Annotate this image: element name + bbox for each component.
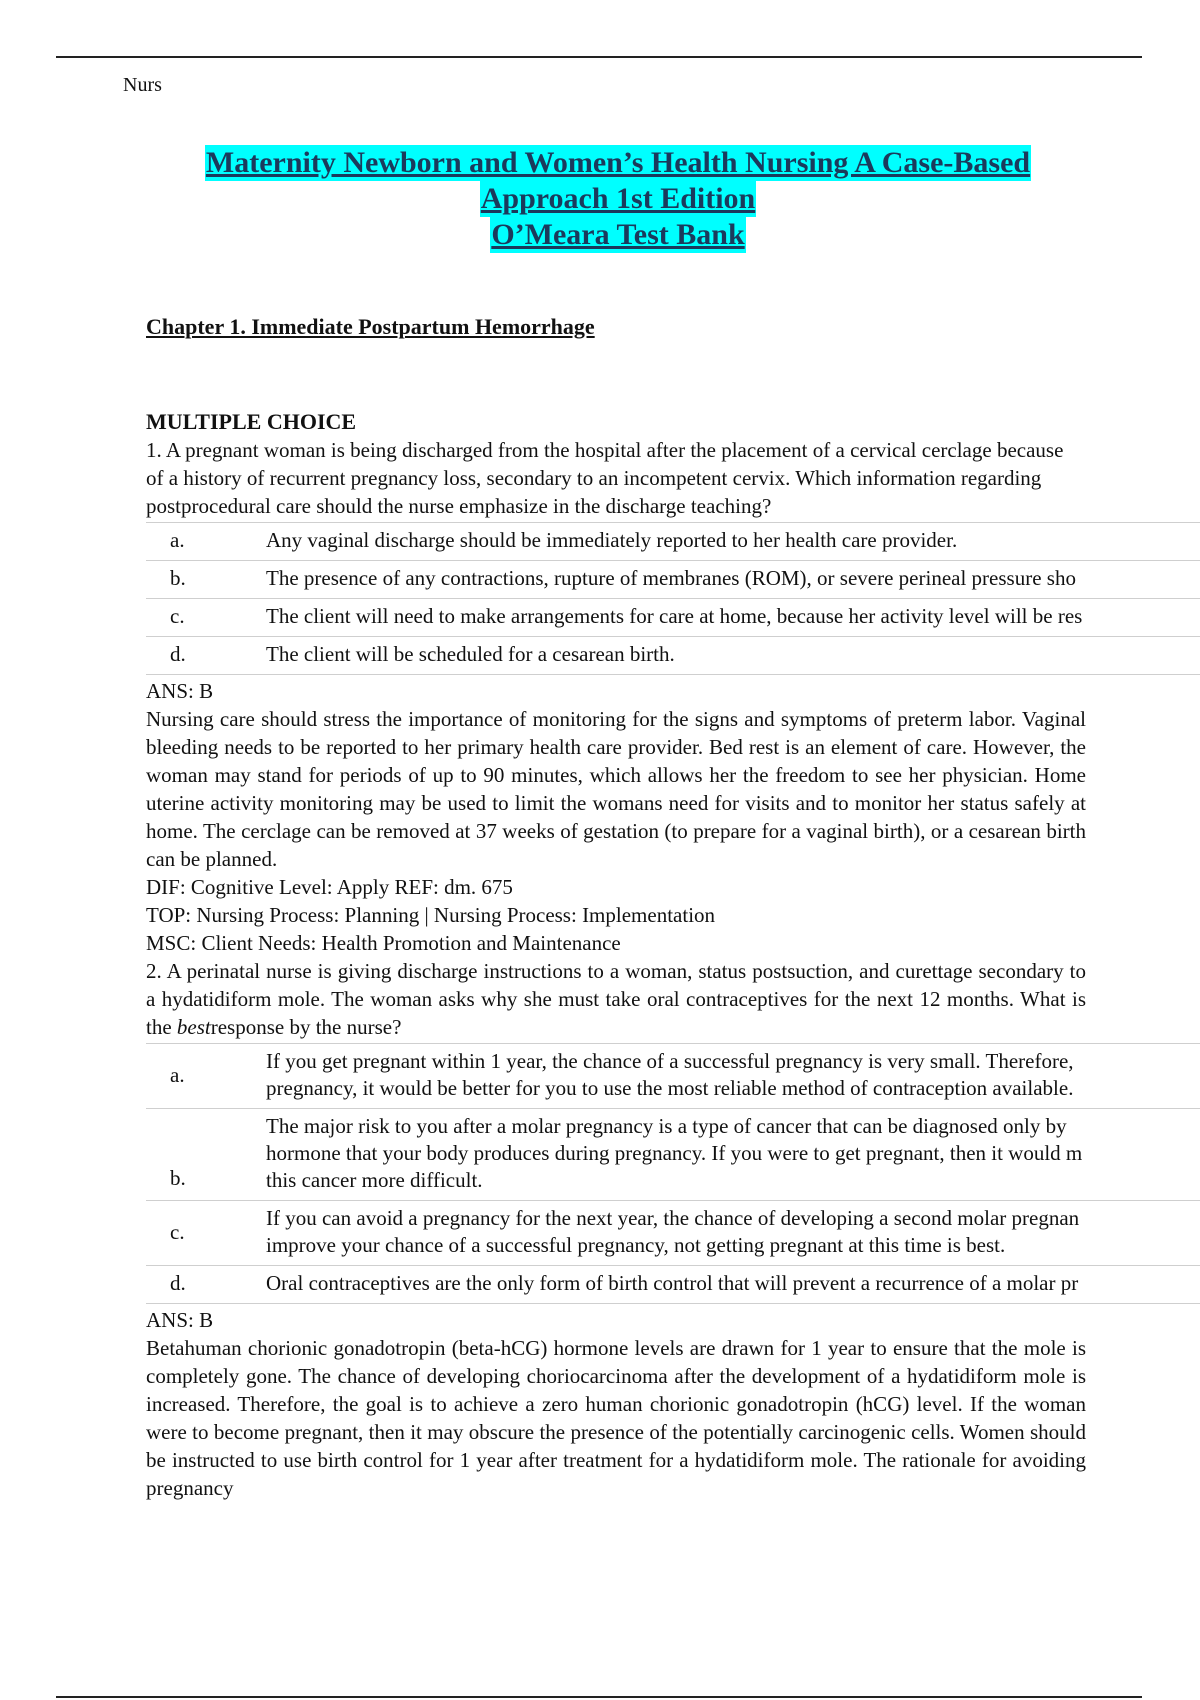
option-letter: b.: [146, 1109, 266, 1201]
option-letter: d.: [146, 1266, 266, 1304]
option-row: [146, 637, 1200, 675]
option-line: Oral contraceptives are the only form of birth control that will prevent a recurrence of a molar pr: [266, 1271, 1079, 1295]
option-line: If you can avoid a pregnancy for the next year, the chance of developing a second molar pregnan: [266, 1206, 1080, 1230]
option-line: If you get pregnant within 1 year, the chance of a successful pregnancy is very small. Therefore,: [266, 1049, 1074, 1073]
option-line: pregnancy, it would be better for you to use the most reliable method of contraception available.: [266, 1076, 1074, 1100]
option-row: [146, 1201, 1200, 1266]
option-line: The major risk to you after a molar pregnancy is a type of cancer that can be diagnosed only by: [266, 1114, 1067, 1138]
option-letter: b.: [146, 561, 266, 599]
top-rule: [56, 56, 1142, 58]
option-row: [146, 1109, 1200, 1201]
option-letter: c.: [146, 599, 266, 637]
option-line: this cancer more difficult.: [266, 1168, 483, 1192]
question-content: [146, 408, 1200, 1502]
option-text: The client will need to make arrangements for care at home, because her activity level will be res: [266, 599, 1200, 637]
section-heading: MULTIPLE CHOICE: [146, 409, 357, 434]
option-text: The presence of any contractions, rupture of membranes (ROM), or severe perineal pressure sho: [266, 561, 1200, 599]
option-row: [146, 1044, 1200, 1109]
question-2-answer: ANS: B: [146, 1308, 214, 1332]
question-1-rationale: Nursing care should stress the importance of monitoring for the signs and symptoms of preterm labor. Vaginal bleeding needs to be reported to her primary health care provider. Bed rest is an element of care. However, the woman may stand for periods of up to 90 minutes, which allows her the freedom to see her physician. Home uterine activity monitoring may be used to limit the womans need for visits and to monitor her status safely at home. The cerclage can be removed at 37 weeks of gestation (to prepare for a vaginal birth), or a cesarean birth can be planned.: [146, 707, 1086, 871]
document-title: [0, 145, 1200, 253]
option-letter: c.: [146, 1201, 266, 1266]
option-text: Any vaginal discharge should be immediately reported to her health care provider.: [266, 523, 1200, 561]
option-text: [266, 1266, 1200, 1304]
title-line-3[interactable]: O’Meara Test Bank: [491, 218, 745, 251]
option-text: [266, 1201, 1200, 1266]
stem-text: 2. A perinatal nurse is giving discharge instructions to a woman, status postsuction, and curettage secondary to a hydatidiform mole. The woman asks why she must take oral contraceptives for the next 12 months. What is the: [146, 959, 1086, 1039]
option-row: [146, 599, 1200, 637]
question-2-rationale: Betahuman chorionic gonadotropin (beta-hCG) hormone levels are drawn for 1 year to ensure that the mole is completely gone. The chance of developing choriocarcinoma after the development of a hydatidiform mole is increased. Therefore, the goal is to achieve a zero human chorionic gonadotropin (hCG) level. If the woman were to become pregnant, then it may obscure the presence of the potentially carcinogenic cells. Women should be instructed to use birth control for 1 year after treatment for a hydatidiform mole. The rationale for avoiding pregnancy: [146, 1336, 1086, 1500]
question-1-options: [146, 522, 1200, 675]
question-1-answer: ANS: B: [146, 679, 214, 703]
question-1-difficulty: DIF: Cognitive Level: Apply REF: dm. 675: [146, 875, 513, 899]
question-1-stem: 1. A pregnant woman is being discharged from the hospital after the placement of a cervical cerclage because of a history of recurrent pregnancy loss, secondary to an incompetent cervix. Which information regarding postprocedural care should the nurse emphasize in the discharge teaching?: [146, 438, 1064, 518]
option-line: hormone that your body produces during pregnancy. If you were to get pregnant, then it would m: [266, 1141, 1083, 1165]
option-text: [266, 1044, 1200, 1109]
option-letter: d.: [146, 637, 266, 675]
option-text: [266, 1109, 1200, 1201]
option-letter: a.: [146, 1044, 266, 1109]
stem-emphasis: best: [176, 1015, 211, 1039]
running-header: Nurs: [123, 74, 162, 96]
title-line-1[interactable]: Maternity Newborn and Women’s Health Nursing A Case-Based: [205, 146, 1031, 179]
question-2-stem: [146, 957, 1086, 1041]
option-line: improve your chance of a successful pregnancy, not getting pregnant at this time is best.: [266, 1233, 1006, 1257]
option-row: [146, 523, 1200, 561]
question-1-client-needs: MSC: Client Needs: Health Promotion and Maintenance: [146, 931, 621, 955]
option-row: [146, 561, 1200, 599]
chapter-heading: Chapter 1. Immediate Postpartum Hemorrhage: [146, 314, 595, 339]
option-row: [146, 1266, 1200, 1304]
option-letter: a.: [146, 523, 266, 561]
question-2-options: [146, 1043, 1200, 1304]
bottom-rule: [56, 1696, 1142, 1698]
title-line-2[interactable]: Approach 1st Edition: [480, 182, 756, 215]
stem-text: response by the nurse?: [210, 1015, 402, 1039]
question-1-topic: TOP: Nursing Process: Planning | Nursing Process: Implementation: [146, 903, 716, 927]
option-text: The client will be scheduled for a cesarean birth.: [266, 637, 1200, 675]
